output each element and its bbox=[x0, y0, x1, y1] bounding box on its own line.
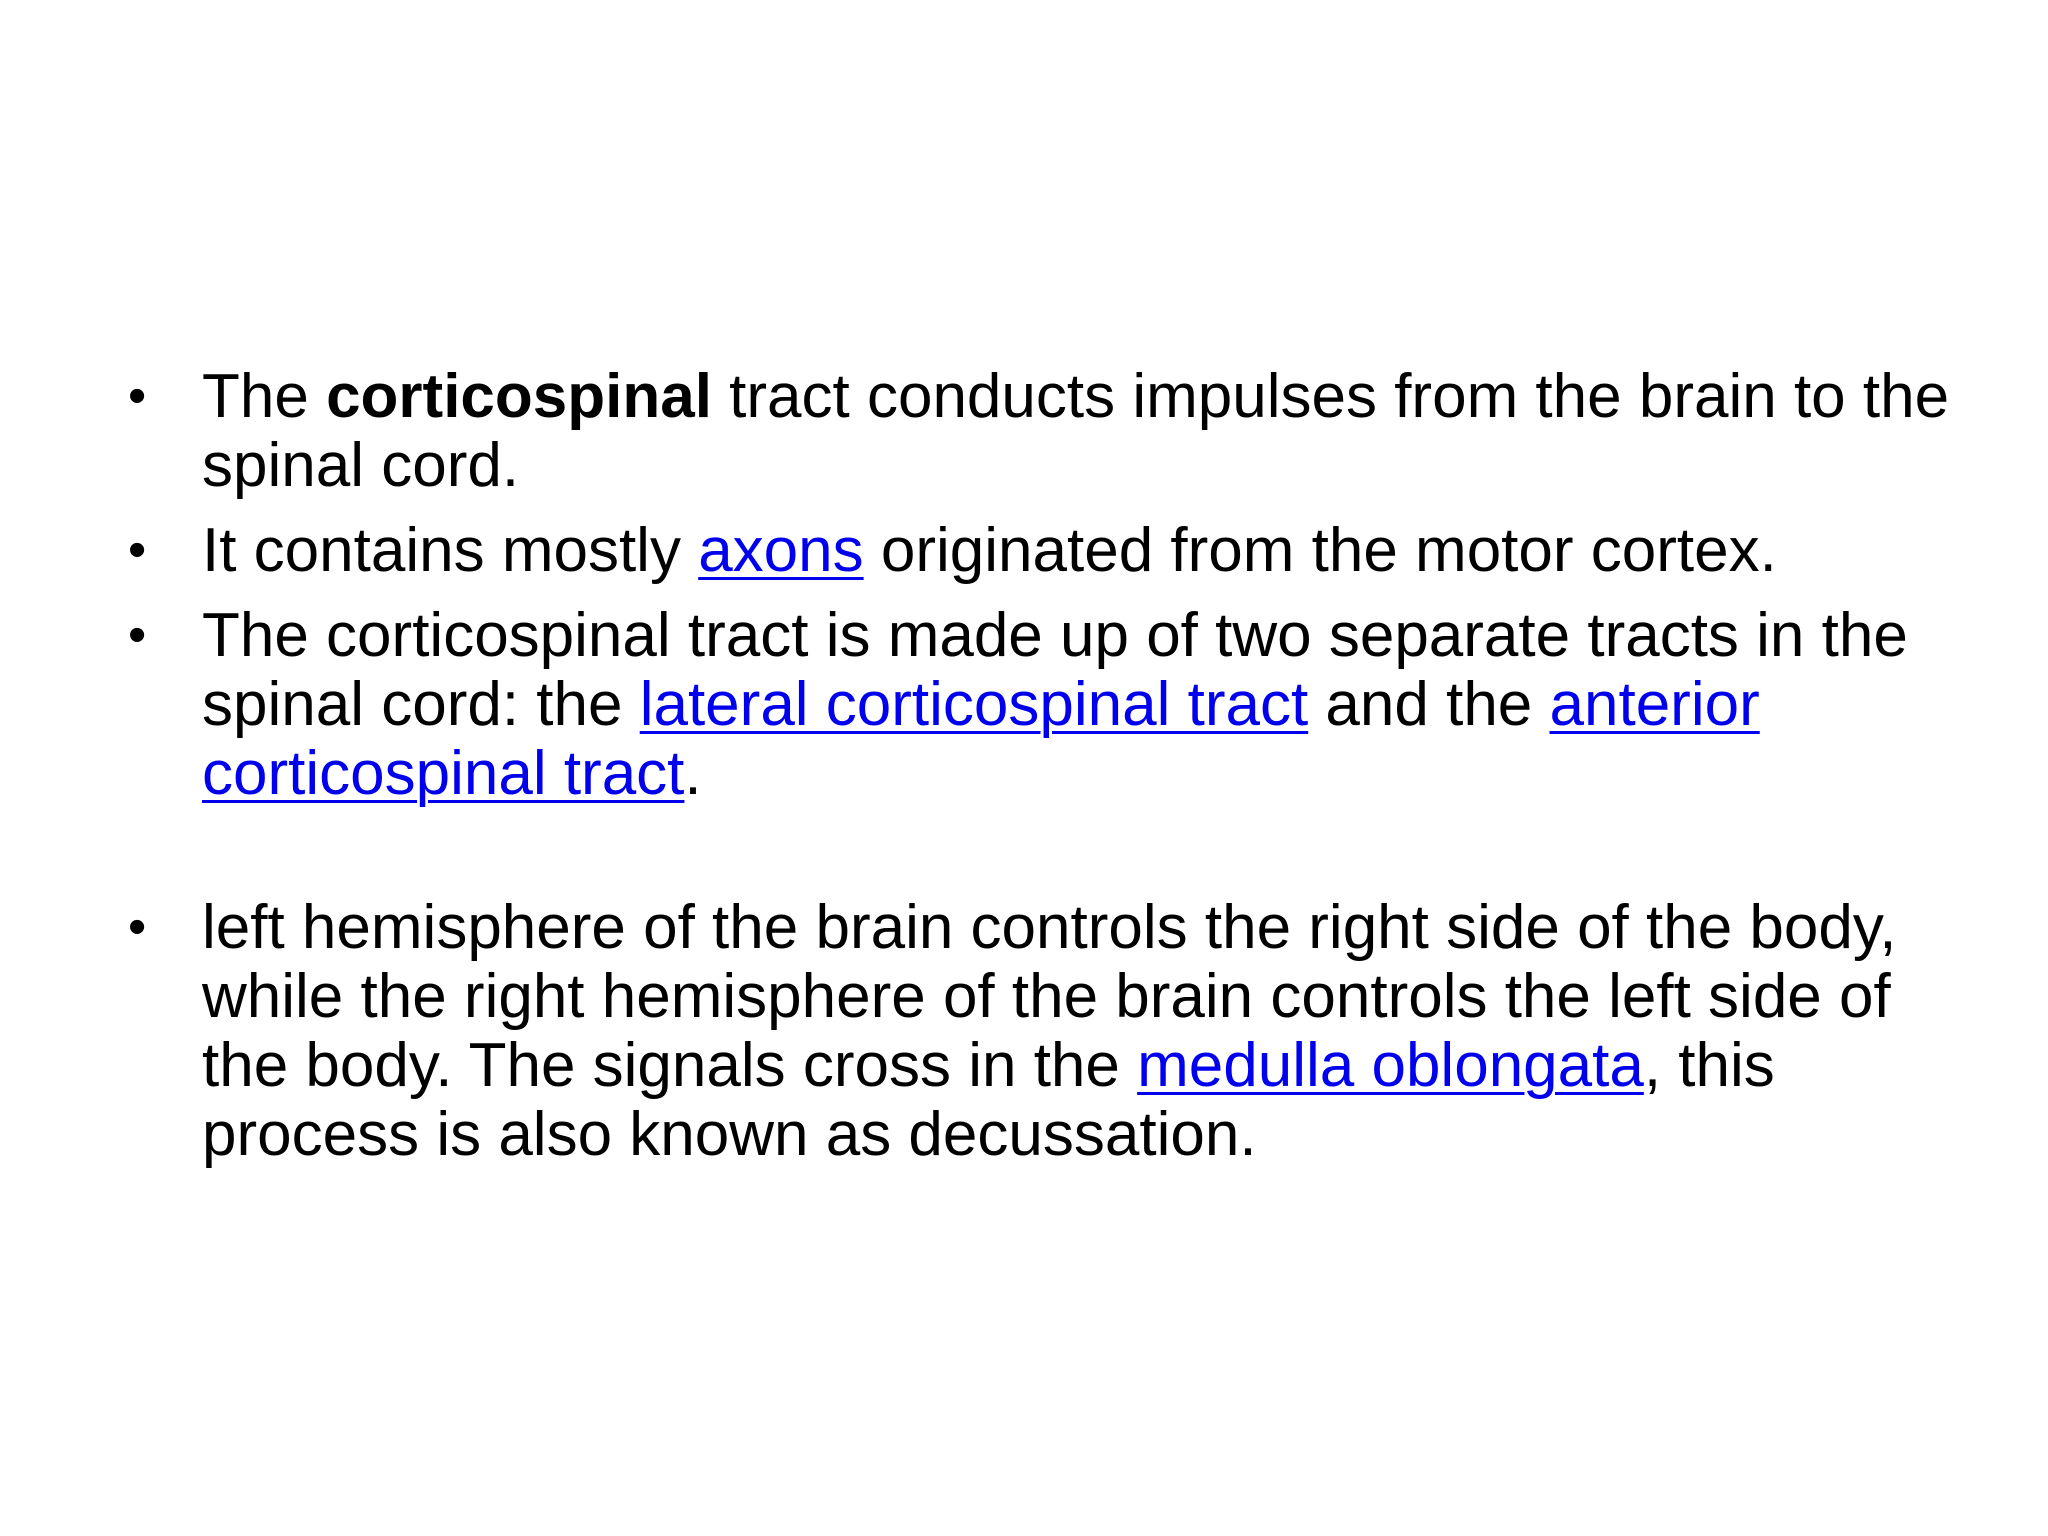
bullet-icon: • bbox=[128, 606, 147, 664]
bullet-text-rest: originated from the motor cortex. bbox=[863, 516, 1777, 585]
link-anterior-corticospinal-tract[interactable]: anterior corticospinal tract bbox=[202, 670, 1760, 808]
bullet-text-end: . bbox=[684, 739, 702, 808]
bullet-item-two-tracts bbox=[118, 601, 1978, 808]
bullet-icon: • bbox=[128, 367, 147, 425]
bullet-text-rest: tract conducts impulses from the brain to the spinal cord. bbox=[202, 362, 1950, 500]
bullet-text-intro: The bbox=[202, 362, 327, 431]
bullet-item-decussation bbox=[118, 893, 1978, 1169]
bullet-text-intro: It contains mostly bbox=[202, 516, 699, 585]
bullet-list bbox=[118, 362, 1978, 1169]
link-lateral-corticospinal-tract[interactable]: lateral corticospinal tract bbox=[639, 670, 1309, 739]
bullet-item-corticospinal-definition bbox=[118, 362, 1978, 500]
bullet-text-rest: , this process is also known as decussation. bbox=[202, 1031, 1775, 1169]
bullet-text-middle: and the bbox=[1308, 670, 1550, 739]
bullet-item-axons bbox=[118, 516, 1978, 585]
bullet-icon: • bbox=[128, 898, 147, 956]
bullet-text-intro: The corticospinal tract is made up of two separate tracts in the spinal cord: the bbox=[202, 601, 1908, 739]
bullet-text-intro: left hemisphere of the brain controls the right side of the body, while the right hemisphere of the brain controls the left side of the body. The signals cross in the bbox=[202, 893, 1897, 1100]
bold-term-corticospinal: corticospinal bbox=[326, 362, 712, 431]
bullet-icon: • bbox=[128, 521, 147, 579]
link-medulla-oblongata[interactable]: medulla oblongata bbox=[1137, 1031, 1644, 1100]
link-axons[interactable]: axons bbox=[698, 516, 864, 585]
